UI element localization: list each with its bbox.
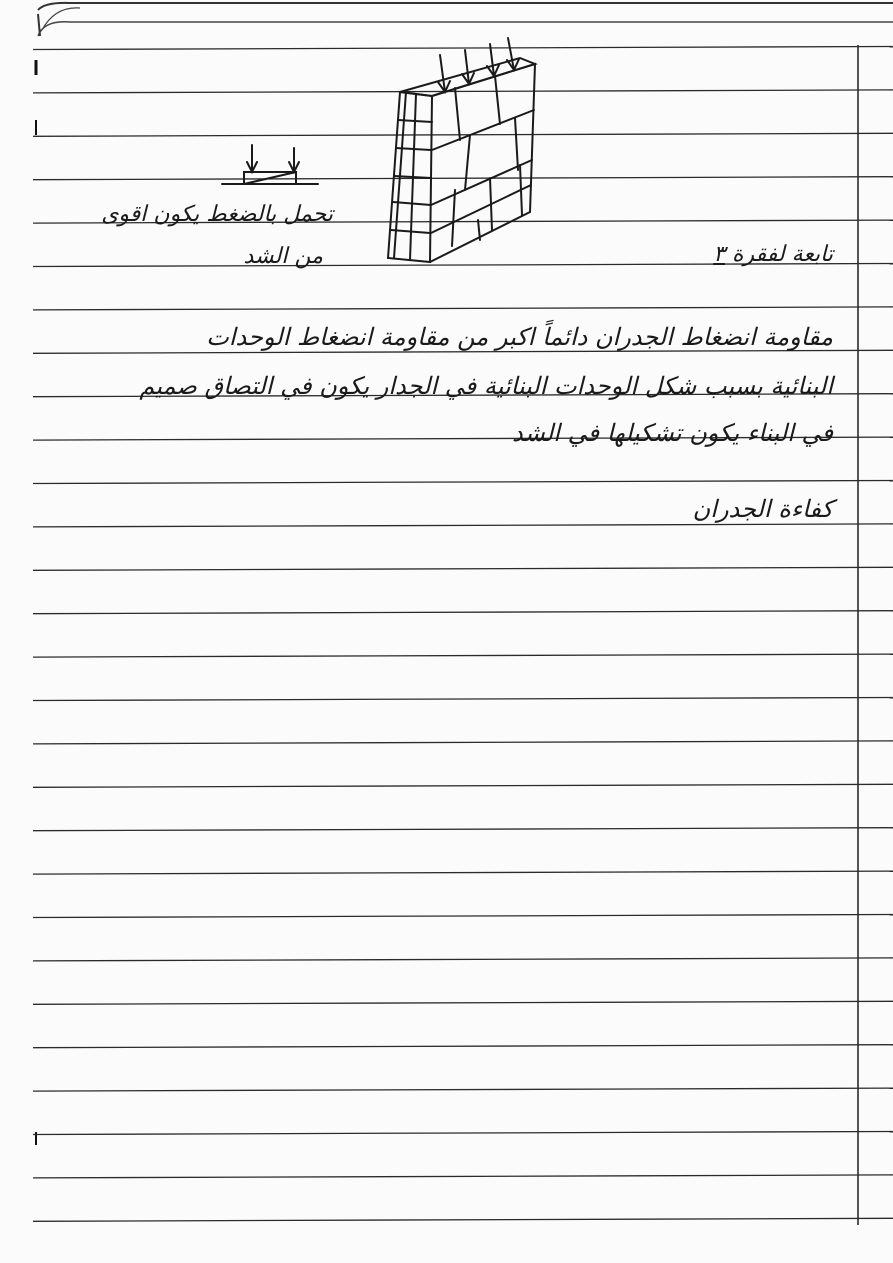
caption-right-text: تابعة لفقرة [732, 242, 833, 267]
caption-compression-line2: من الشد [243, 244, 323, 269]
caption-right [713, 242, 833, 267]
heading-walls: كفاءة الجدران [692, 495, 833, 523]
paragraph-line-2: البنائية بسبب شكل الوحدات البنائية في الجدار يكون في التصاق صميم [139, 372, 833, 400]
caption-right-number: ٣ [713, 242, 726, 267]
caption-compression-line1: تحمل بالضغط يكون اقوى [101, 202, 333, 227]
paragraph-line-1: مقاومة انضغاط الجدران دائماً اكبر من مقاومة انضغاط الوحدات [206, 323, 833, 351]
paragraph-line-3: في البناء يكون تشكيلها في الشد [511, 419, 833, 447]
